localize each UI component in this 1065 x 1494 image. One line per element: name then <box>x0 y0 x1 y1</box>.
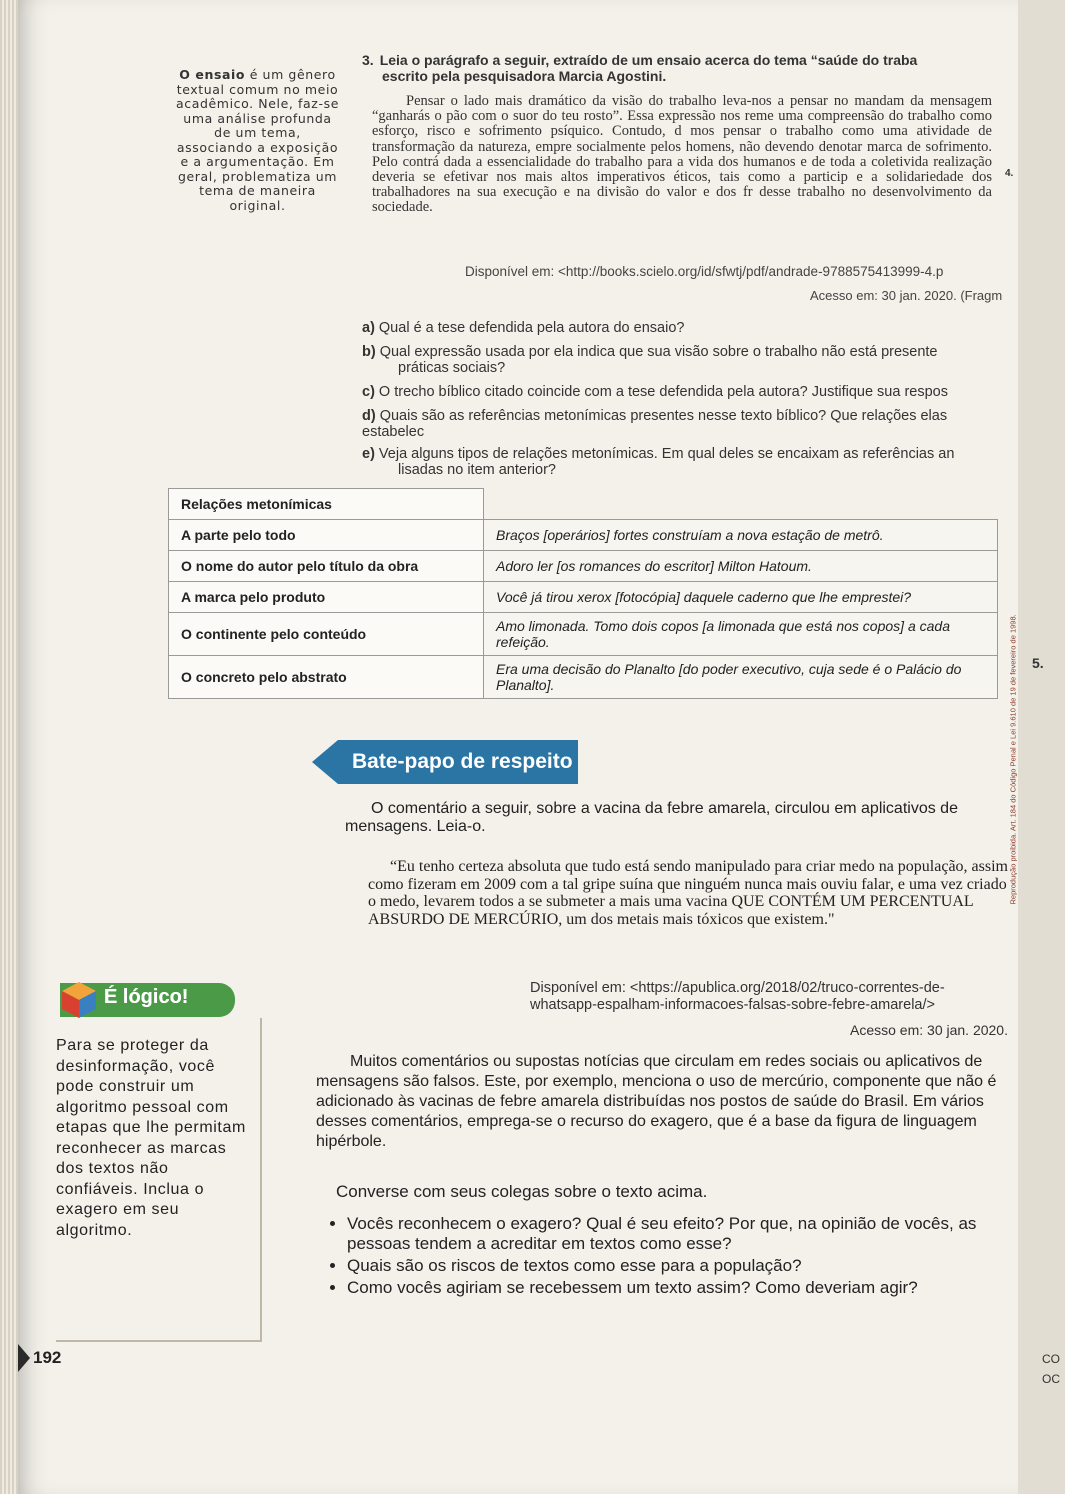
margin-number-4: 4. <box>1005 168 1014 179</box>
ensaio-sidebar-note <box>175 68 340 213</box>
question-3 <box>362 52 992 84</box>
margin-number-5: 5. <box>1032 655 1044 671</box>
question-c-label: c) <box>362 384 375 400</box>
question-number: 3. <box>362 52 374 68</box>
essay-access-date: Acesso em: 30 jan. 2020. (Fragm <box>810 288 1003 303</box>
page-stack-edge <box>0 0 18 1494</box>
essay-source: Disponível em: <http://books.scielo.org/id/sfwtj/pdf/andrade-9788575413999-4.p <box>465 264 944 279</box>
logic-title: É lógico! <box>104 986 189 1008</box>
discussion-prompt: Converse com seus colegas sobre o texto acima. <box>336 1182 708 1201</box>
question-b-label: b) <box>362 344 376 360</box>
metonymy-table <box>168 488 998 699</box>
table-cell-example: Amo limonada. Tomo dois copos [a limonada que está nos copos] a cada refeição. <box>484 612 998 655</box>
cube-icon <box>58 980 100 1020</box>
page-number: 192 <box>33 1348 62 1367</box>
question-a-text: Qual é a tese defendida pela autora do ensaio? <box>378 320 685 336</box>
sidebar-lead: O ensaio <box>179 67 246 82</box>
question-c <box>362 384 1002 400</box>
list-item: • Quais são os riscos de textos como esse para a população? <box>347 1256 1037 1276</box>
essay-excerpt: Pensar o lado mais dramático da visão do trabalho leva-nos a pensar no mandam da mensagem “ganharás o pão com o suor do teu rosto”. Essa expressão nos reme uma compreensão do trabalho como esforço, risco e sofrimento psíquico. Contudo, d mos pensar o trabalho como uma atividade de transformação da natureza, empre socialmente pelos homens, não devendo denotar marca de sofrimento. Pelo contrá dada a essencialidade do trabalho para a vida dos humanos e de toda a coletivida realização deveria se efetivar nos mais altos imperativos éticos, tais como a particip e a solidariedade dos trabalhadores na sua execução e na divisão do valor e dos fr desse trabalho no desenvolvimento da sociedade. <box>372 93 992 216</box>
question-d-label: d) <box>362 408 376 424</box>
question-3-line2: escrito pela pesquisadora Marcia Agostini. <box>382 68 667 84</box>
table-row <box>169 612 998 655</box>
section-intro: O comentário a seguir, sobre a vacina da febre amarela, circulou em aplicativos de mensagens. Leia-o. <box>345 800 958 835</box>
table-header-blank <box>484 489 998 520</box>
discussion-questions <box>325 1214 1037 1300</box>
edge-fragment-oc: OC <box>1042 1372 1060 1386</box>
table-row <box>169 655 998 698</box>
question-b-text: Qual expressão usada por ela indica que sua visão sobre o trabalho não está presente <box>379 344 938 360</box>
question-a <box>362 320 1002 336</box>
table-header: Relações metonímicas <box>169 489 484 520</box>
list-item: • Como vocês agiriam se recebessem um texto assim? Como deveriam agir? <box>347 1278 1037 1298</box>
table-cell-type: O concreto pelo abstrato <box>169 655 484 698</box>
question-e-cont: lisadas no item anterior? <box>398 462 556 478</box>
table-row <box>169 519 998 550</box>
table-row <box>169 550 998 581</box>
question-list <box>362 320 1002 478</box>
question-e <box>362 446 1002 478</box>
quote-access-date: Acesso em: 30 jan. 2020. <box>850 1022 1008 1038</box>
copyright-text: Reprodução proibida. Art. 184 do Código Penal e Lei 9.610 de 19 de fevereiro de 1998. <box>1008 614 1018 905</box>
list-item: • Vocês reconhecem o exagero? Qual é seu efeito? Por que, na opinião de vocês, as pessoas tendem a acreditar em textos como esse? <box>347 1214 1037 1254</box>
table-cell-example: Braços [operários] fortes construíam a nova estação de metrô. <box>484 519 998 550</box>
table-cell-example: Adoro ler [os romances do escritor] Milton Hatoum. <box>484 550 998 581</box>
question-a-label: a) <box>362 320 375 336</box>
sidebar-text: é um gênero textual comum no meio acadêmico. Nele, faz-se uma análise profunda de um tema, associando a exposição e a argumentação. Em geral, problematiza um tema de maneira original. <box>175 67 339 213</box>
section-banner-tail <box>312 740 338 784</box>
copyright-notice <box>1003 550 1017 910</box>
question-e-text: Veja alguns tipos de relações metonímicas. Em qual deles se encaixam as referências an <box>378 446 955 462</box>
edge-fragment-co: CO <box>1042 1352 1060 1366</box>
table-cell-type: O nome do autor pelo título da obra <box>169 550 484 581</box>
question-d-text: Quais são as referências metonímicas presentes nesse texto bíblico? Que relações elas estabelec <box>362 408 948 440</box>
question-3-line1: Leia o parágrafo a seguir, extraído de um ensaio acerca do tema “saúde do traba <box>379 52 918 68</box>
table-cell-type: O continente pelo conteúdo <box>169 612 484 655</box>
explanation-paragraph: Muitos comentários ou supostas notícias que circulam em redes sociais ou aplicativos de mensagens são falsos. Este, por exemplo, menciona o uso de mercúrio, componente que não é adicionado às vacinas de febre amarela distribuídas nos postos de saúde do Brasil. Em vários desses comentários, emprega-se o recurso do exagero, que é a base da figura de linguagem hipérbole. <box>316 1053 997 1150</box>
question-d <box>362 408 1002 440</box>
quote-source: Disponível em: <https://apublica.org/2018/02/truco-correntes-de-whatsapp-espalham-informacoes-falsas-sobre-febre-amarela/> <box>530 980 945 1013</box>
table-cell-type: A marca pelo produto <box>169 581 484 612</box>
question-c-text: O trecho bíblico citado coincide com a tese defendida pela autora? Justifique sua respos <box>378 384 948 400</box>
whatsapp-quote: “Eu tenho certeza absoluta que tudo está sendo manipulado para criar medo na população, assim como fizeram em 2009 com a tal gripe suína que ninguém nunca mais ouviu falar, e uma vez criado o medo, levarem todos a se submeter a mais uma vacina QUE CONTÉM UM PERCENTUAL ABSURDO DE MERCÚRIO, um dos metais mais tóxicos que existem." <box>368 858 1008 928</box>
table-header-row <box>169 489 998 520</box>
page-number-tab <box>18 1344 30 1372</box>
section-banner: Bate-papo de respeito <box>338 740 578 784</box>
table-cell-example: Você já tirou xerox [fotocópia] daquele caderno que lhe emprestei? <box>484 581 998 612</box>
question-b <box>362 344 1002 376</box>
question-e-label: e) <box>362 446 375 462</box>
table-row <box>169 581 998 612</box>
table-cell-type: A parte pelo todo <box>169 519 484 550</box>
table-cell-example: Era uma decisão do Planalto [do poder executivo, cuja sede é o Palácio do Planalto]. <box>484 655 998 698</box>
question-b-cont: práticas sociais? <box>398 360 506 376</box>
logic-text: Para se proteger da desinformação, você pode construir um algoritmo pessoal com etapas que lhe permitam reconhecer as marcas dos textos não confiáveis. Inclua o exagero em seu algoritmo. <box>56 1037 246 1239</box>
